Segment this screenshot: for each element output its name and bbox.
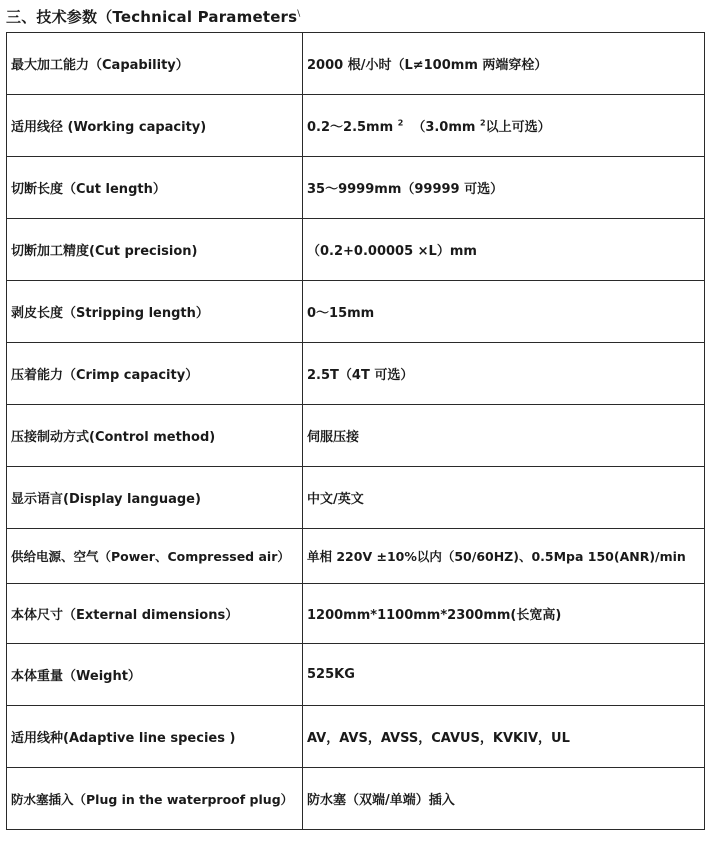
table-row: [7, 584, 705, 644]
table-row: [7, 219, 705, 281]
table-row: [7, 529, 705, 584]
table-row: [7, 706, 705, 768]
param-value: 中文/英文: [303, 467, 705, 529]
unit-superscript: 2: [397, 118, 404, 128]
section-heading: [6, 6, 301, 27]
param-label: 最大加工能力（Capability）: [7, 33, 303, 95]
wire-range: 0.2～2.5mm: [307, 120, 394, 135]
param-value: 单相 220V ±10%以内（50/60HZ)、0.5Mpa 150(ANR)/min: [303, 529, 705, 584]
unit-superscript: 2: [479, 118, 486, 128]
param-value: 525KG: [303, 644, 705, 706]
param-value: [303, 95, 705, 157]
param-value: AV，AVS，AVSS，CAVUS，KVKIV，UL: [303, 706, 705, 768]
param-label: 供给电源、空气（Power、Compressed air）: [7, 529, 303, 584]
param-value: （0.2+0.00005 ×L）mm: [303, 219, 705, 281]
param-label: 本体尺寸（External dimensions）: [7, 584, 303, 644]
param-value: 35～9999mm（99999 可选）: [303, 157, 705, 219]
wire-optional-tail: 以上可选）: [485, 120, 551, 135]
param-value: 2000 根/小时（L≠100mm 两端穿栓）: [303, 33, 705, 95]
table-row: [7, 281, 705, 343]
table-row: [7, 467, 705, 529]
table-row: [7, 644, 705, 706]
table-row: [7, 95, 705, 157]
param-value: 伺服压接: [303, 405, 705, 467]
param-value: 2.5T（4T 可选）: [303, 343, 705, 405]
technical-parameters-table: [6, 32, 705, 830]
param-label: 压着能力（Crimp capacity）: [7, 343, 303, 405]
param-label: 本体重量（Weight）: [7, 644, 303, 706]
table-row: [7, 157, 705, 219]
table-row: [7, 405, 705, 467]
param-value: 1200mm*1100mm*2300mm(长宽高): [303, 584, 705, 644]
table-row: [7, 343, 705, 405]
table-row: [7, 33, 705, 95]
table-row: [7, 768, 705, 830]
param-label: 显示语言(Display language): [7, 467, 303, 529]
param-label: 适用线径 (Working capacity): [7, 95, 303, 157]
wire-optional: （3.0mm: [412, 120, 476, 135]
param-label: 防水塞插入（Plug in the waterproof plug）: [7, 768, 303, 830]
param-value: 0～15mm: [303, 281, 705, 343]
param-label: 切断加工精度(Cut precision): [7, 219, 303, 281]
param-value: 防水塞（双端/单端）插入: [303, 768, 705, 830]
section-heading-trail: \: [297, 9, 301, 19]
param-label: 切断长度（Cut length）: [7, 157, 303, 219]
param-label: 剥皮长度（Stripping length）: [7, 281, 303, 343]
param-label: 压接制动方式(Control method): [7, 405, 303, 467]
section-heading-title: 三、技术参数（Technical Parameters: [6, 8, 298, 26]
param-label: 适用线种(Adaptive line species ): [7, 706, 303, 768]
